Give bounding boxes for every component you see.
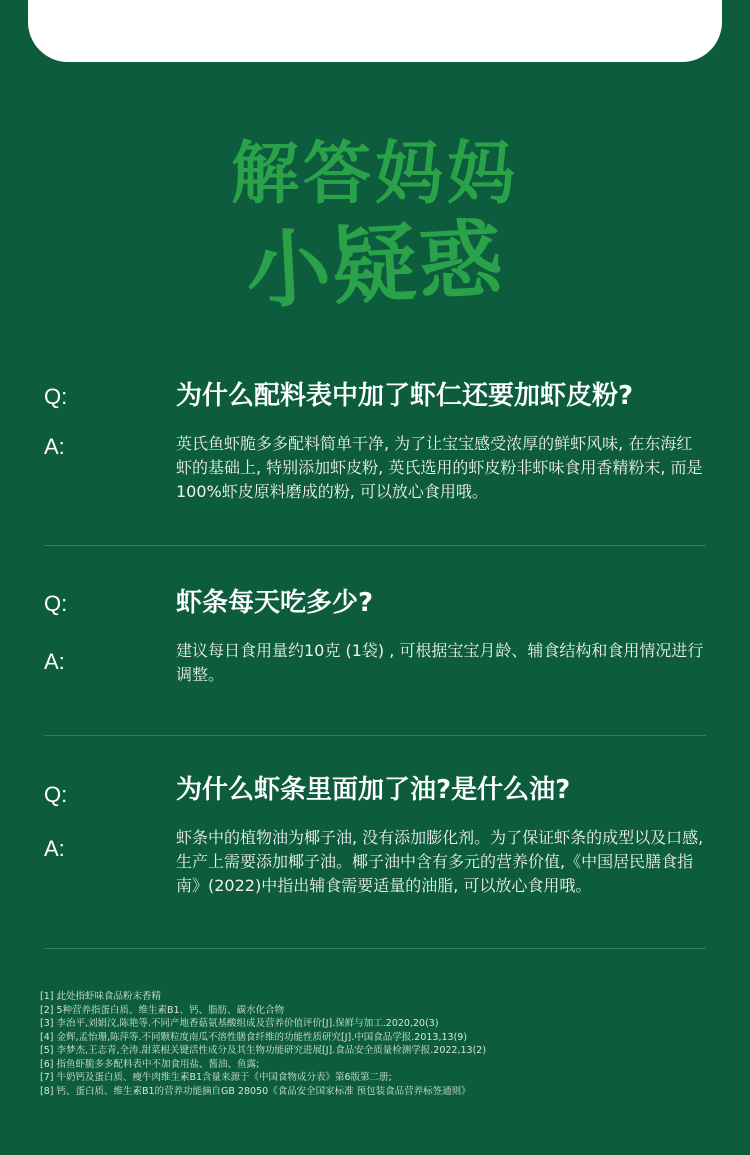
reference-item: [5] 李梦杰,王志青,全涛.甜菜根关键活性成分及其生物功能研究进展[J].食品安全质量检测学报.2022,13(2)	[40, 1045, 487, 1056]
qa-item	[44, 772, 706, 898]
question-text: 虾条每天吃多少?	[176, 588, 374, 618]
question-label: Q:	[44, 591, 68, 616]
divider	[44, 545, 706, 546]
reference-item: [4] 金辉,孟怡珊,陈萍等.不同颗粒度南瓜不溶性膳食纤维的功能性质研究[J].中国食品学报.2013,13(9)	[40, 1031, 468, 1043]
page-subtitle: 小疑惑	[243, 209, 507, 321]
question-text: 为什么虾条里面加了油?是什么油?	[176, 775, 571, 805]
question-label: Q:	[44, 384, 68, 409]
references	[40, 990, 720, 1098]
answer-text: 虾条中的植物油为椰子油, 没有添加膨化剂。为了保证虾条的成型以及口感, 生产上需要添加椰子油。椰子油中含有多元的营养价值,《中国居民膳食指南》(2022)中指出辅食需要适量的油脂, 可以放心食用哦。	[176, 828, 704, 895]
reference-item: [1] 此处指虾味食品粉末香精	[40, 991, 161, 1002]
question-text: 为什么配料表中加了虾仁还要加虾皮粉?	[176, 381, 634, 411]
answer-label: A:	[44, 434, 65, 459]
reference-item: [7] 牛奶钙及蛋白质、瘦牛肉维生素B1含量来源于《中国食物成分表》第6版第二册;	[40, 1072, 392, 1083]
answer-label: A:	[44, 649, 65, 674]
reference-item: [6] 指鱼虾脆多多配料表中不加食用盐、酱油、鱼露;	[40, 1058, 260, 1070]
answer-text: 建议每日食用量约10克 (1袋) , 可根据宝宝月龄、辅食结构和食用情况进行调整。	[176, 641, 704, 684]
answer-label: A:	[44, 836, 65, 861]
page-title: 解答妈妈	[230, 135, 519, 214]
top-card	[28, 0, 722, 62]
answer-text: 英氏鱼虾脆多多配料简单干净, 为了让宝宝感受浓厚的鲜虾风味, 在东海红虾的基础上, 特别添加虾皮粉, 英氏选用的虾皮粉非虾味食用香精粉末, 而是100%虾皮原料磨成的粉, 可以放心食用哦。	[176, 434, 703, 501]
reference-item: [2] 5种营养指蛋白质、维生素B1、钙、脂肪、碳水化合物	[40, 1004, 285, 1016]
qa-item	[44, 378, 706, 504]
divider	[44, 735, 706, 736]
question-label: Q:	[44, 782, 68, 807]
qa-item	[44, 585, 706, 687]
reference-item: [3] 李治平,刘娟汶,陈艳等.不同产地香菇氨基酸组成及营养价值评价[J].保鲜与加工.2020,20(3)	[40, 1018, 439, 1029]
divider	[44, 948, 706, 949]
reference-item: [8] 钙、蛋白质、维生素B1的营养功能摘自GB 28050《食品安全国家标准 预包装食品营养标签通则》	[40, 1085, 471, 1097]
